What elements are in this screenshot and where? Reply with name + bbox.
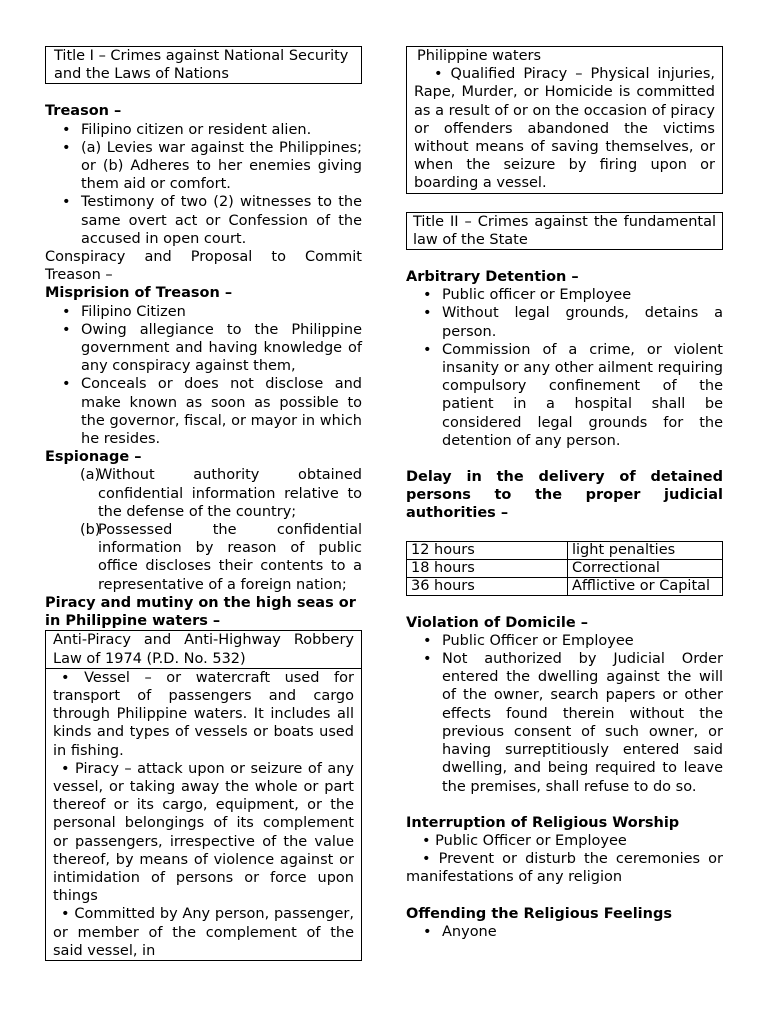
piracy-law-title: Anti-Piracy and Anti-Highway Robbery Law of 1974 (P.D. No. 532) bbox=[53, 632, 354, 667]
list-item: • Owing allegiance to the Philippine government and having knowledge of any conspiracy against them, bbox=[81, 321, 362, 376]
misprision-list bbox=[45, 303, 362, 449]
list-item bbox=[80, 521, 362, 594]
piracy-continued-box bbox=[406, 46, 723, 194]
domicile-list bbox=[406, 632, 723, 796]
list-item: • Without legal grounds, detains a person. bbox=[442, 304, 723, 340]
treason-heading: Treason – bbox=[45, 103, 122, 120]
list-item: • Anyone bbox=[442, 923, 723, 941]
list-item: • Filipino citizen or resident alien. bbox=[81, 121, 362, 139]
table-cell: 18 hours bbox=[407, 559, 568, 577]
left-column bbox=[45, 46, 362, 961]
table-row bbox=[407, 559, 723, 577]
list-item: • Public Officer or Employee bbox=[442, 632, 723, 650]
table-cell: light penalties bbox=[568, 541, 723, 559]
espionage-list bbox=[45, 466, 362, 593]
table-cell: Correctional bbox=[568, 559, 723, 577]
misprision-heading: Misprision of Treason – bbox=[45, 285, 233, 302]
piracy-heading: Piracy and mutiny on the high seas or in Philippine waters – bbox=[45, 594, 356, 630]
title-2-text: Title II – Crimes against the fundamental law of the State bbox=[413, 213, 716, 248]
title-2-box bbox=[406, 212, 723, 250]
conspiracy-text: Conspiracy and Proposal to Commit Treason – bbox=[45, 249, 362, 284]
item-text: Possessed the confidential information by reason of public office discloses their contents to a representative of a foreign nation; bbox=[98, 522, 362, 593]
piracy-definition: • Piracy – attack upon or seizure of any vessel, or taking away the whole or part thereof or its cargo, equipment, or the personal belongings of its complement or passengers, irrespective of the value thereof, by means of violence against or intimidation of persons or force upon things bbox=[53, 760, 354, 905]
title-1-text: Title I – Crimes against National Security and the Laws of Nations bbox=[54, 48, 349, 83]
title-1-box bbox=[45, 46, 362, 84]
list-item: • Filipino Citizen bbox=[81, 303, 362, 321]
treason-list bbox=[45, 121, 362, 248]
worship-line-2: • Prevent or disturb the ceremonies or manifestations of any religion bbox=[406, 851, 723, 886]
list-item bbox=[80, 466, 362, 521]
religious-feelings-list bbox=[406, 923, 723, 941]
list-item: • Conceals or does not disclose and make known as soon as possible to the governor, fiscal, or mayor in which he resides. bbox=[81, 375, 362, 448]
right-column bbox=[406, 46, 723, 941]
item-label: (a) bbox=[80, 467, 101, 484]
domicile-heading: Violation of Domicile – bbox=[406, 614, 588, 631]
table-cell: 12 hours bbox=[407, 541, 568, 559]
religious-feelings-heading: Offending the Religious Feelings bbox=[406, 905, 672, 922]
table-cell: 36 hours bbox=[407, 577, 568, 595]
arbitrary-detention-list bbox=[406, 286, 723, 450]
qualified-piracy-text: • Qualified Piracy – Physical injuries, Rape, Murder, or Homicide is committed as a result of or on the occasion of piracy or offenders abandoned the victims without means of saving themselves, or when the seizure by firing upon or boarding a vessel. bbox=[414, 66, 715, 192]
item-label: (b) bbox=[80, 522, 101, 539]
list-item: • (a) Levies war against the Philippines; or (b) Adheres to her enemies giving them aid or comfort. bbox=[81, 139, 362, 194]
table-row bbox=[407, 541, 723, 559]
table-cell: Afflictive or Capital bbox=[568, 577, 723, 595]
espionage-heading: Espionage – bbox=[45, 449, 142, 466]
arbitrary-detention-heading: Arbitrary Detention – bbox=[406, 269, 579, 286]
piracy-continued-first: Philippine waters bbox=[417, 48, 542, 64]
committed-by-text: • Committed by Any person, passenger, or member of the complement of the said vessel, in bbox=[53, 906, 354, 959]
piracy-definitions-box bbox=[45, 669, 362, 961]
piracy-law-title-box bbox=[45, 630, 362, 668]
delay-table bbox=[406, 541, 723, 596]
list-item: • Public officer or Employee bbox=[442, 286, 723, 304]
vessel-definition: • Vessel – or watercraft used for transport of passengers and cargo through Philippine waters. It includes all kinds and types of vessels or boats used in fishing. bbox=[53, 669, 354, 759]
list-item: • Not authorized by Judicial Order entered the dwelling against the will of the owner, search papers or other effects found therein without the previous consent of such owner, or having surreptitiously entered said dwelling, and being required to leave the premises, shall refuse to do so. bbox=[442, 650, 723, 796]
table-row bbox=[407, 577, 723, 595]
list-item: • Commission of a crime, or violent insanity or any other ailment requiring compulsory confinement of the patient in a hospital shall be considered legal grounds for the detention of any person. bbox=[442, 341, 723, 450]
worship-line-1: • Public Officer or Employee bbox=[422, 832, 627, 849]
list-item: • Testimony of two (2) witnesses to the same overt act or Confession of the accused in open court. bbox=[81, 193, 362, 248]
delay-heading: Delay in the delivery of detained persons to the proper judicial authorities – bbox=[406, 469, 723, 522]
worship-heading: Interruption of Religious Worship bbox=[406, 814, 680, 831]
item-text: Without authority obtained confidential information relative to the defense of the country; bbox=[98, 467, 362, 520]
